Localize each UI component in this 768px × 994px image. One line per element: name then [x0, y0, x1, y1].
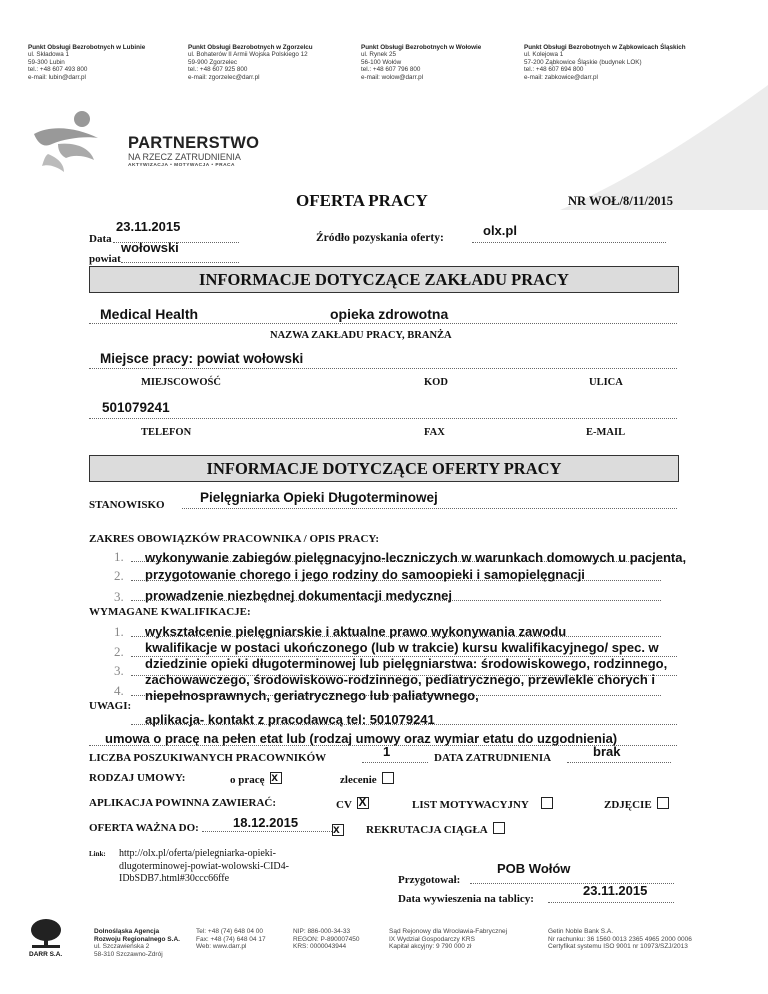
company-industry: opieka zdrowotna	[330, 306, 449, 322]
caption-email: E-MAIL	[586, 427, 626, 438]
section-company-header: INFORMACJE DOTYCZĄCE ZAKŁADU PRACY	[89, 266, 679, 293]
continuous-recruitment[interactable]	[366, 822, 505, 836]
company-name: Medical Health	[100, 306, 199, 322]
contract-employment-checkbox[interactable]	[270, 772, 282, 784]
caption-street: ULICA	[589, 377, 623, 388]
phone-line	[89, 418, 677, 419]
position-label: STANOWISKO	[89, 499, 165, 511]
posted-date-line	[548, 902, 674, 903]
caption-postcode: KOD	[424, 377, 448, 388]
workplace-value: Miejsce pracy: powiat wołowski	[100, 351, 304, 366]
qualification-line-text: dziedzinie opieki długoterminowej lub pielęgniarstwa: środowiskowego, rodzinnego,	[145, 656, 668, 671]
logo-subtitle: NA RZECZ ZATRUDNIENIA	[128, 152, 241, 162]
document-title: OFERTA PRACY	[296, 191, 428, 210]
duty-number: 1.	[114, 549, 124, 564]
position-line	[182, 508, 677, 509]
valid-until-checkbox[interactable]	[332, 824, 344, 836]
count-value: 1	[383, 744, 391, 759]
prepared-by-value: POB Wołów	[497, 861, 571, 876]
logo-tagline: AKTYWIZACJA • MOTYWACJA • PRACA	[128, 163, 235, 168]
link-label: Link:	[89, 850, 106, 858]
date-value: 23.11.2015	[116, 219, 181, 234]
photo-checkbox[interactable]	[657, 797, 669, 809]
darr-label: DARR S.A.	[29, 951, 63, 958]
footer-bank: Getin Noble Bank S.A. Nr rachunku: 36 1560 0013 2365 4965 2000 0006 Certyfikat systemu ISO 9001 nr 10973/SZJ/2013	[548, 928, 692, 951]
office-zgorzelec: Punkt Obsługi Bezrobotnych w Zgorzelcu ul. Bohaterów II Armii Wojska Polskiego 12 59-900 Zgorzelec tel.: +48 607 925 800 e-mail: zgorzelec@darr.pl	[188, 44, 313, 81]
employment-date-line	[567, 762, 671, 763]
footer-contact: Tel: +48 (74) 648 04 00 Fax: +48 (74) 648 04 17 Web: www.darr.pl	[196, 928, 266, 951]
application-cv-label: CV	[336, 799, 352, 811]
qualification-line-text: zachowawczego, środowiskowo-rodzinnego, pediatrycznego, przewlekle chorych i	[145, 672, 655, 687]
checkbox-mark: X	[358, 795, 367, 809]
cover-letter-checkbox[interactable]	[541, 797, 553, 809]
qualification-line-text: niepełnosprawnych, geriatrycznego lub paliatywnego,	[145, 688, 479, 703]
contract-option-commission-label: zlecenie	[340, 774, 377, 786]
posted-date-value: 23.11.2015	[583, 883, 648, 898]
count-line	[362, 762, 428, 763]
posted-date-label: Data wywieszenia na tablicy:	[398, 893, 534, 905]
powiat-line	[121, 262, 239, 263]
qualification-number: 2.	[114, 644, 124, 659]
position-value: Pielęgniarka Opieki Długoterminowej	[200, 490, 438, 505]
duty-number: 3.	[114, 589, 124, 604]
darr-tree-logo-icon	[29, 918, 63, 950]
application-photo[interactable]	[604, 797, 669, 811]
duty-item: prowadzenie niezbędnej dokumentacji medycznej	[145, 588, 453, 603]
link-line: dlugoterminowej-powiat-wolowski-CID4-	[119, 860, 289, 872]
notes-line-text: aplikacja- kontakt z pracodawcą tel: 501079241	[145, 712, 435, 727]
office-wolow: Punkt Obsługi Bezrobotnych w Wołowie ul. Rynek 25 56-100 Wołów tel.: +48 607 796 800 e-mail: wolow@darr.pl	[361, 44, 482, 81]
application-label: APLIKACJA POWINNA ZAWIERAĆ:	[89, 797, 277, 809]
caption-phone: TELEFON	[141, 427, 192, 438]
valid-until-label: OFERTA WAŻNA DO:	[89, 822, 199, 834]
qualification-line-text: kwalifikacje w postaci ukończonego (lub w trakcie) kursu kwalifikacyjnego/ spec. w	[145, 640, 659, 655]
corner-swoosh-graphic	[560, 85, 768, 210]
company-line	[89, 323, 677, 324]
duty-item: przygotowanie chorego i jego rodziny do samoopieki i samopielęgnacji	[145, 567, 585, 582]
contract-label: RODZAJ UMOWY:	[89, 772, 186, 784]
phone-value: 501079241	[102, 400, 170, 415]
qualification-number: 4.	[114, 683, 124, 698]
office-lubin: Punkt Obsługi Bezrobotnych w Lubinie ul. Składowa 1 59-300 Lubin tel.: +48 607 493 800 e-mail: lubin@darr.pl	[28, 44, 146, 81]
section-offer-header: INFORMACJE DOTYCZĄCE OFERTY PRACY	[89, 455, 679, 482]
caption-city: MIEJSCOWOŚĆ	[141, 377, 221, 388]
count-label: LICZBA POSZUKIWANYCH PRACOWNIKÓW	[89, 752, 327, 764]
partnerstwo-logo-icon	[28, 108, 116, 172]
powiat-value: wołowski	[121, 240, 179, 255]
date-label: Data	[89, 233, 112, 245]
valid-until-value: 18.12.2015	[233, 815, 299, 830]
valid-until-line	[202, 831, 332, 832]
office-zabkowice: Punkt Obsługi Bezrobotnych w Ząbkowicach Śląskich ul. Kolejowa 1 57-200 Ząbkowice Śląskie (budynek LOK) tel.: +48 607 694 800 e-mail: zabkowice@darr.pl	[524, 44, 686, 81]
application-cv[interactable]	[336, 797, 369, 811]
cv-checkbox[interactable]	[357, 797, 369, 809]
contract-commission-checkbox[interactable]	[382, 772, 394, 784]
caption-fax: FAX	[424, 427, 445, 438]
footer-registry: NIP: 886-000-34-33 REGON: P-890007450 KRS: 0000043944	[293, 928, 360, 951]
contract-option-commission[interactable]	[340, 772, 394, 786]
source-line	[472, 242, 666, 243]
contract-option-employment-label: o pracę	[230, 774, 265, 786]
offer-link[interactable]	[119, 848, 319, 886]
application-cover-letter[interactable]	[412, 797, 553, 811]
footer-court: Sąd Rejonowy dla Wrocławia-Fabrycznej IX Wydział Gospodarczy KRS Kapitał akcyjny: 9 790 000 zł	[389, 928, 508, 951]
qualification-number: 1.	[114, 624, 124, 639]
workplace-line	[89, 368, 677, 369]
checkbox-mark: x	[271, 770, 278, 784]
notes-label: UWAGI:	[89, 700, 132, 712]
employment-date-value: brak	[593, 744, 621, 759]
source-value: olx.pl	[483, 223, 517, 238]
contract-option-employment[interactable]	[230, 772, 282, 786]
company-caption: NAZWA ZAKŁADU PRACY, BRANŻA	[270, 330, 452, 341]
duty-number: 2.	[114, 568, 124, 583]
notes-line-text: umowa o pracę na pełen etat lub (rodzaj umowy oraz wymiar etatu do uzgodnienia)	[105, 731, 618, 746]
link-line: http://olx.pl/oferta/pielegniarka-opieki-	[119, 848, 276, 859]
powiat-label: powiat	[89, 253, 121, 265]
qualification-number: 3.	[114, 663, 124, 678]
application-cover-letter-label: LIST MOTYWACYJNY	[412, 799, 529, 811]
footer-agency: Dolnośląska Agencja Rozwoju Regionalnego S.A. ul. Szczawieńska 2 58-310 Szczawno-Zdrój	[94, 928, 180, 958]
application-photo-label: ZDJĘCIE	[604, 799, 652, 811]
link-line: IDbSDB7.html#30ccc66ffe	[119, 873, 230, 884]
document-number: NR WOŁ/8/11/2015	[568, 194, 673, 208]
duty-item: wykonywanie zabiegów pielęgnacyjno-leczniczych w warunkach domowych u pacjenta,	[145, 550, 687, 565]
qualification-line-text: wykształcenie pielęgniarskie i aktualne prawo wykonywania zawodu	[145, 624, 567, 639]
duties-label: ZAKRES OBOWIĄZKÓW PRACOWNIKA / OPIS PRACY:	[89, 533, 380, 545]
checkbox-mark: x	[333, 822, 340, 836]
prepared-by-label: Przygotował:	[398, 874, 461, 886]
logo-name: PARTNERSTWO	[128, 134, 260, 152]
employment-date-label: DATA ZATRUDNIENIA	[434, 752, 552, 764]
qualifications-label: WYMAGANE KWALIFIKACJE:	[89, 606, 251, 618]
continuous-recruitment-label: REKRUTACJA CIĄGŁA	[366, 824, 488, 836]
source-label: Źródło pozyskania oferty:	[316, 232, 444, 244]
continuous-recruitment-checkbox[interactable]	[493, 822, 505, 834]
